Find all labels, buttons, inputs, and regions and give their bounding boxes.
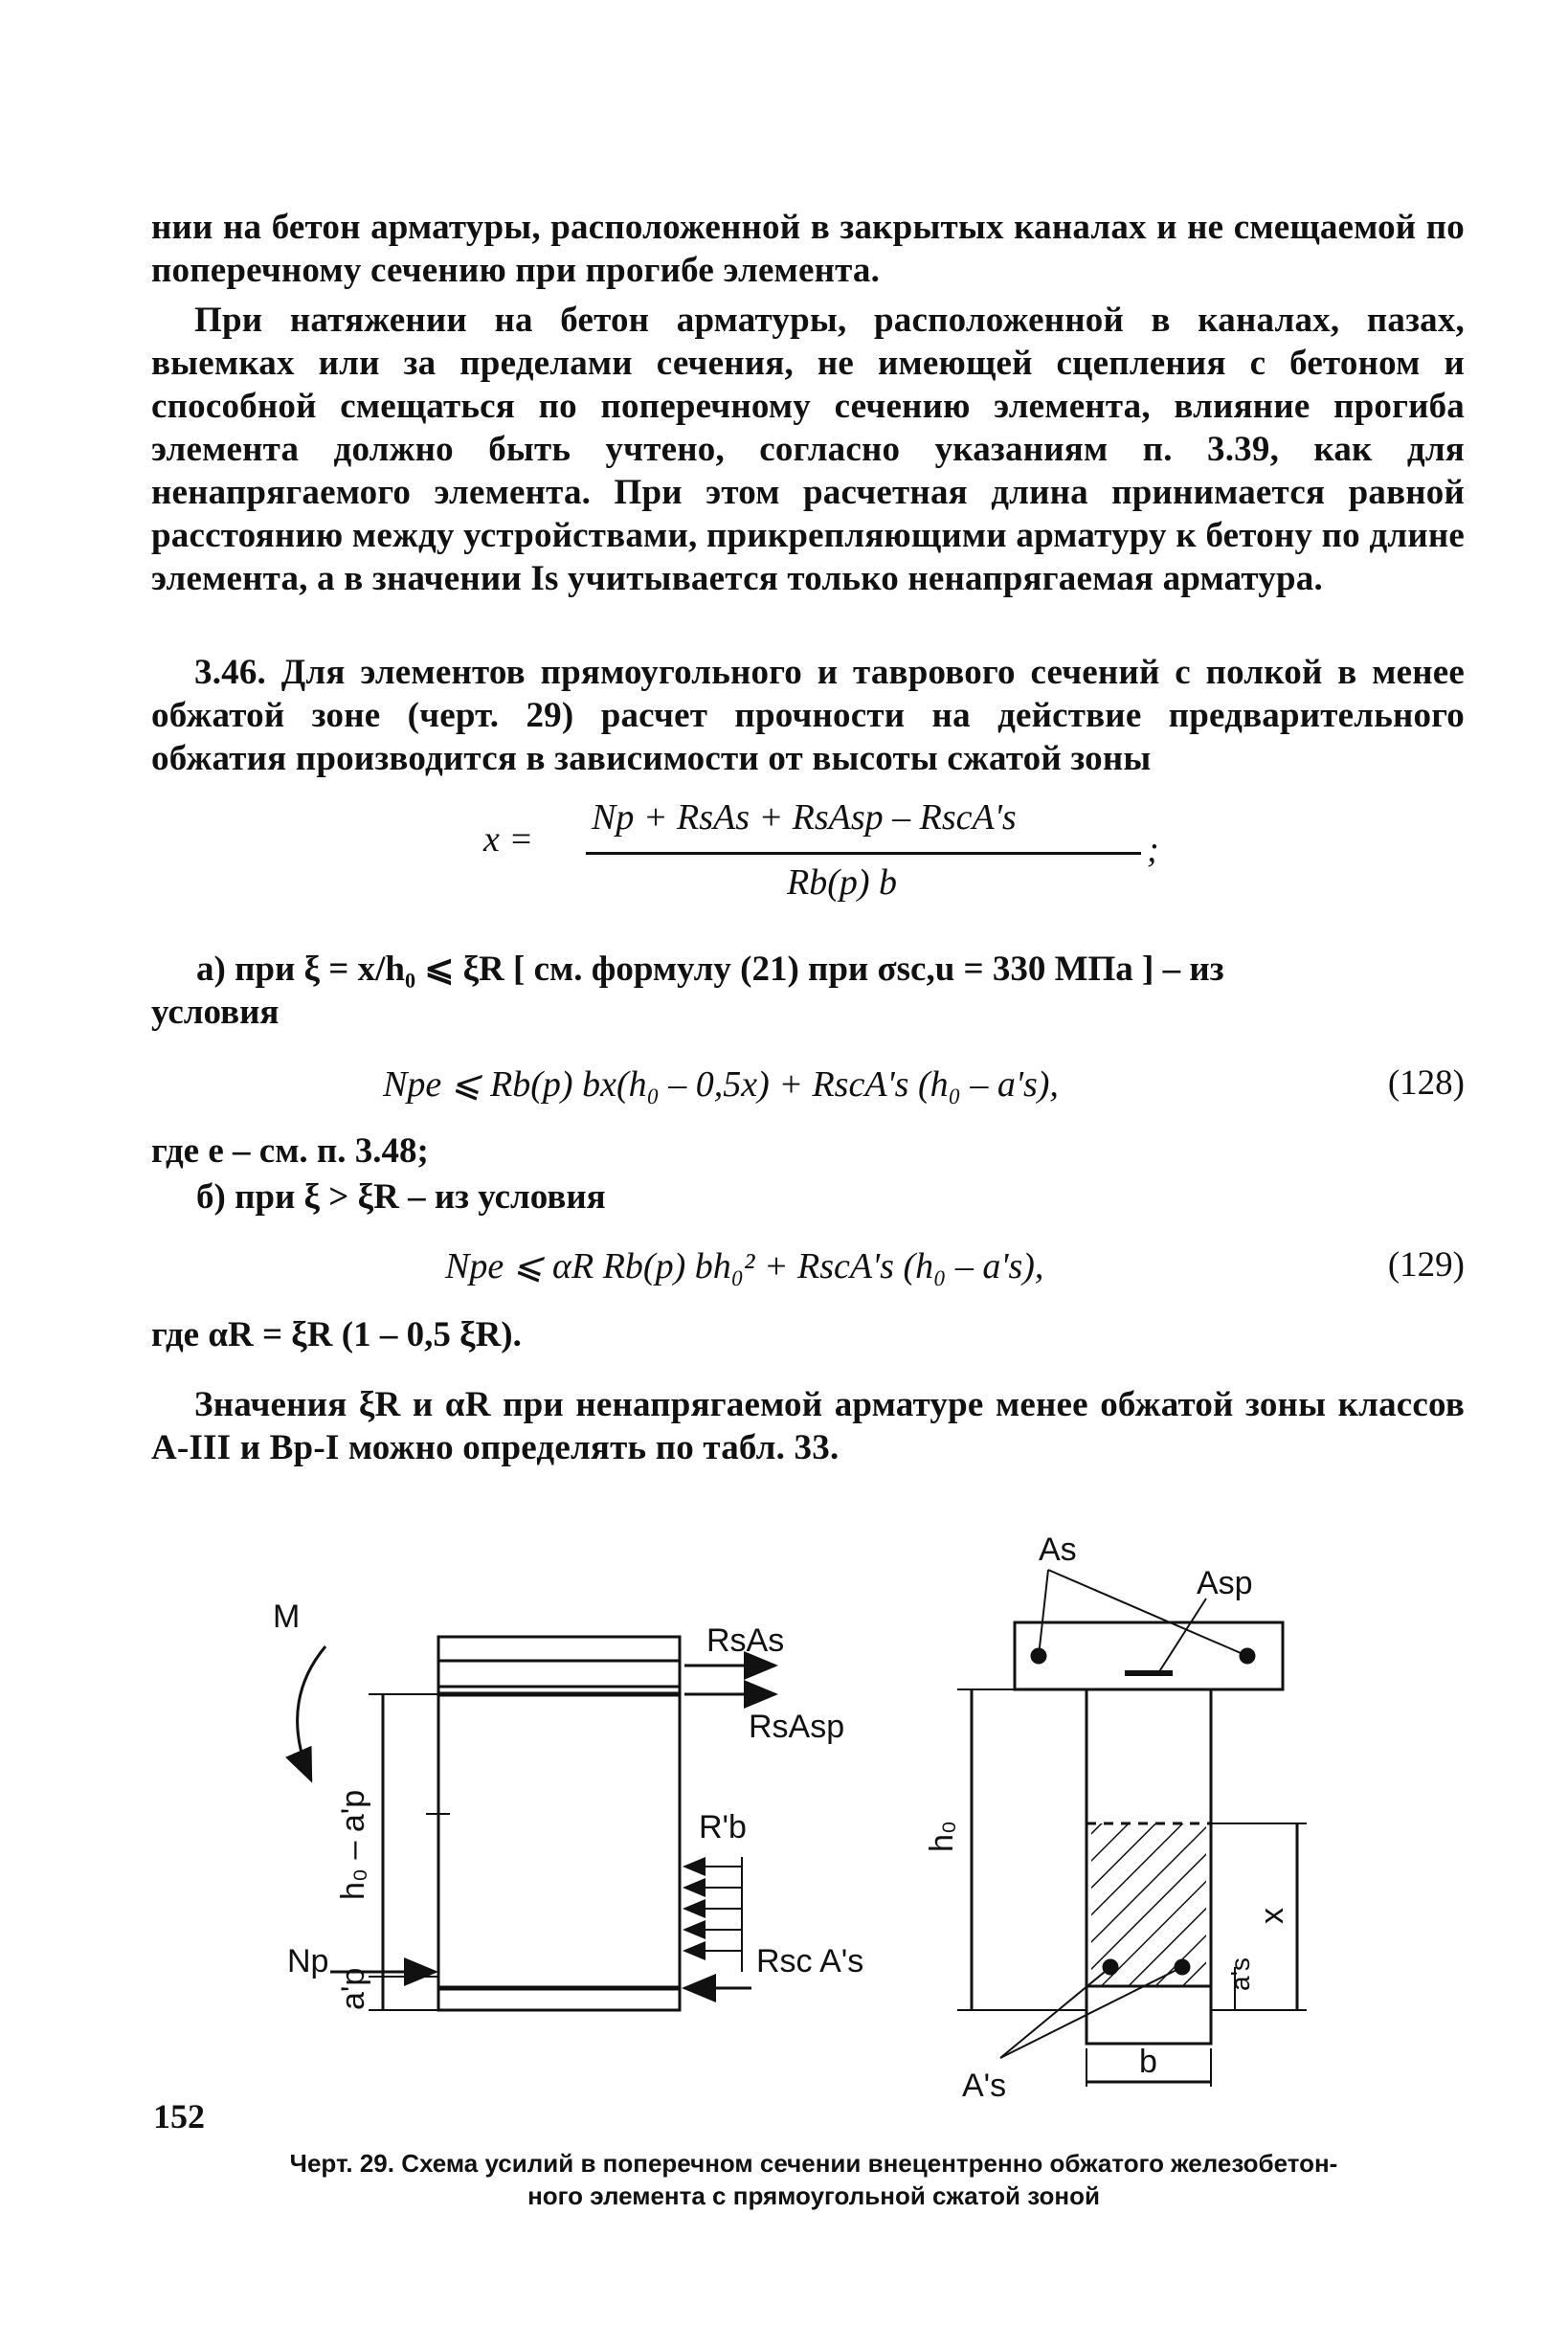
- where-alpha: где αR = ξR (1 – 0,5 ξR).: [151, 1315, 522, 1354]
- formula-x-tail: ;: [1147, 830, 1159, 870]
- cross-section: [957, 1570, 1307, 2087]
- equation-128: Npe ⩽ Rb(p) bx(h₀ – 0,5x) + RscA's (h₀ – a's),: [383, 1064, 1059, 1105]
- condition-a-line2: условия: [151, 993, 280, 1032]
- cross-section-labels: [924, 1532, 1290, 2104]
- paragraph-4: Значения ξR и αR при ненапрягаемой арматуре менее обжатой зоны классов A-III и Вр-I можно определять по табл. 33.: [151, 1385, 1465, 1467]
- condition-a-line1: а) при ξ = x/h₀ ⩽ ξR [ см. формулу (21) при σsc,u = 330 МПа ] – из: [196, 950, 1224, 989]
- where-e: где e – см. п. 3.48;: [151, 1131, 429, 1171]
- label-rsas: RsAs: [706, 1622, 785, 1659]
- paragraph-2: При натяжении на бетон арматуры, расположенной в каналах, пазах, выемках или за пределами сечения, не имеющей сцепления с бетоном и способной смещаться по поперечному сечению элемента, влияние прогиба элемента должно быть учтено, согласно указаниям п. 3.39, как для ненапрягаемого элемента. При этом расчетная длина принимается равной расстоянию между устройствами, прикрепляющими арматуру к бетону по длине элемента, а в значении Is учитывается только ненапрягаемая арматура.: [151, 301, 1465, 598]
- label-b: b: [1139, 2044, 1157, 2080]
- formula-x-numerator: Np + RsAs + RsAsp – RscA's: [592, 797, 1017, 838]
- leader-as-left: [1039, 1570, 1048, 1656]
- figure-caption-line2: ного элемента с прямоугольной сжатой зоной: [527, 2181, 1100, 2210]
- label-h0: h₀: [924, 1820, 960, 1852]
- label-rsasp: RsAsp: [749, 1709, 845, 1745]
- label-as-prime: A's: [962, 2068, 1007, 2104]
- label-ap: a'p: [335, 1967, 371, 2010]
- equation-129-number: (129): [1387, 1245, 1465, 1285]
- label-as-prime-dim: a's: [1225, 1957, 1255, 1991]
- paragraph-3-text: Для элементов прямоугольного и таврового сечений с полкой в менее обжатой зоне (черт. 29) расчет прочности на действие предварительного обжатия производится в зависимости от высоты сжатой зоны: [151, 653, 1465, 778]
- moment-arrow: [298, 1646, 325, 1780]
- label-rscas: Rsc A's: [756, 1943, 864, 1979]
- label-h0-ap: h₀ – a'p: [335, 1789, 371, 1900]
- formula-x-denominator: Rb(p) b: [787, 862, 898, 903]
- label-asp: Asp: [1197, 1565, 1253, 1601]
- equation-129: Npe ⩽ αR Rb(p) bh₀² + RscA's (h₀ – a's),: [445, 1246, 1044, 1286]
- condition-b: б) при ξ > ξR – из условия: [196, 1177, 606, 1217]
- paragraph-1: нии на бетон арматуры, расположенной в закрытых каналах и не смещаемой по поперечному сечению при прогибе элемента.: [151, 208, 1465, 290]
- page-number: 152: [153, 2097, 205, 2136]
- section-number: 3.46.: [194, 653, 266, 692]
- label-x: x: [1254, 1908, 1290, 1924]
- label-rb: R'b: [699, 1809, 747, 1845]
- label-as: As: [1039, 1532, 1077, 1568]
- label-m: M: [273, 1599, 301, 1635]
- label-np: Np: [287, 1943, 329, 1979]
- formula-x-lhs: x =: [483, 819, 534, 860]
- equation-128-number: (128): [1387, 1063, 1465, 1103]
- figure-caption-line1: Черт. 29. Схема усилий в поперечном сечении внецентренно обжатого железобетон-: [289, 2149, 1338, 2178]
